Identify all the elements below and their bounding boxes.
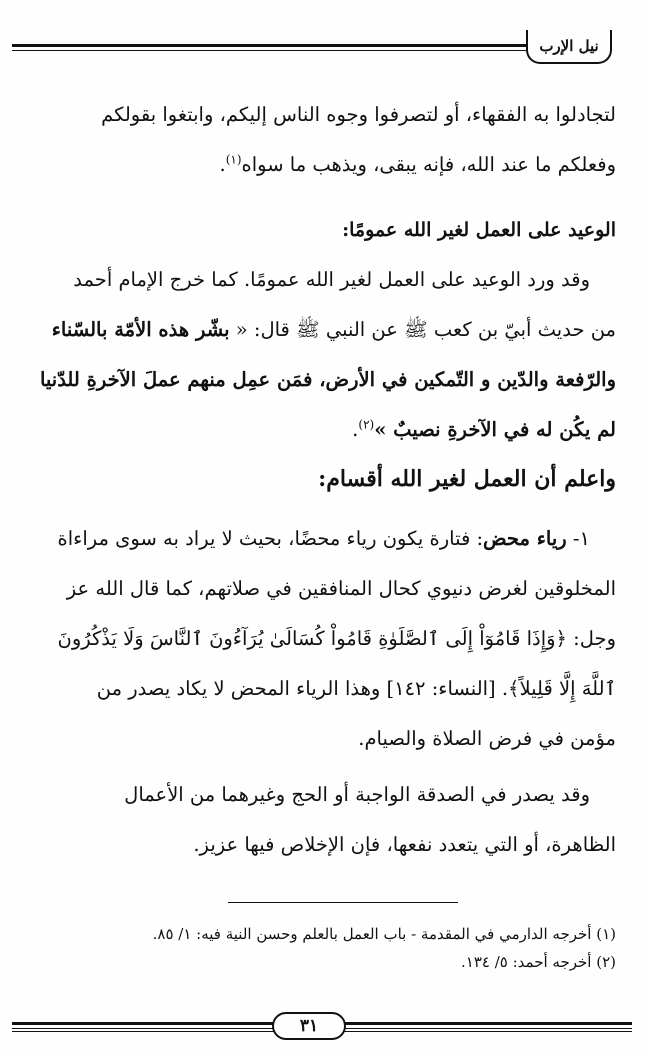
main-text-5 [28,770,616,870]
hadith-quote-start: بشّر هذه الأمّة بالسّناء [51,318,230,341]
footnote-separator [228,902,458,903]
paragraph-3-line-5: مؤمن في فرض الصلاة والصيام. [358,727,616,750]
main-text [28,90,616,190]
header-rule-thin [12,50,526,51]
footnote-ref-2[interactable]: (٢) [358,417,375,432]
paragraph-1-line-1: لتجادلوا به الفقهاء، أو لتصرفوا وجوه الناس إليكم، وابتغوا بقولكم [101,103,616,126]
running-title-text: نيل الإرب [539,37,599,55]
paragraph-2-line-4 [28,405,616,455]
main-text-4 [28,514,616,764]
paragraph-3-line-1 [28,514,616,564]
paragraph-3-line-4: ٱللَّهَ إِلَّا قَلِيلاً﴾. [النساء: ١٤٢] وهذا الرياء المحض لا يكاد يصدر من [96,677,616,700]
main-text-2 [28,205,616,455]
paragraph-2-line-1: وقد ورد الوعيد على العمل لغير الله عمومًا. كما خرج الإمام أحمد [73,268,590,291]
page-number [272,1012,346,1040]
paragraph-3-text: : فتارة يكون رياء محضًا، بحيث لا يراد به سوى مراءاة [57,527,484,550]
paragraph-3-line-2: المخلوقين لغرض دنيوي كحال المنافقين في صلاتهم، كما قال الله عز [66,577,616,600]
footnote-1: (١) أخرجه الدارمي في المقدمة - باب العمل بالعلم وحسن النية فيه: ١/ ٨٥. [152,925,616,943]
paragraph-4-line-1: وقد يصدر في الصدقة الواجبة أو الحج وغيرهما من الأعمال [124,783,590,806]
header-rule [12,44,526,47]
term-riya-mahd: رياء محض [483,527,567,550]
paragraph-3-line-3: وجل: ﴿وَإِذَا قَامُوٓاْ إِلَى ٱلصَّلَوٰةِ قَامُواْ كُسَالَىٰ يُرَآءُونَ ٱلنَّاسَ وَلَا يَذْكُرُونَ [57,627,616,650]
paragraph-2-line-3: والرّفعة والدّين و التّمكين في الأرض، فمَن عمِل منهم عملَ الآخرةِ للدّنيا [39,368,616,391]
footnotes [28,920,616,976]
footnote-ref-1[interactable]: (١) [225,152,242,167]
page-header [12,30,612,66]
paragraph-1-text: وفعلكم ما عند الله، فإنه يبقى، ويذهب ما سواه [241,153,616,176]
paragraph-2-line-2 [28,305,616,355]
running-title [526,30,612,64]
paragraph-1-end: . [219,153,226,176]
paragraph-1-line-2 [28,140,616,190]
list-number: ١- [566,527,590,550]
main-text-3 [28,454,616,504]
hadith-quote-end: لم يكُن له في الآخرةِ نصيبٌ » [374,418,616,441]
page-number-text: ٣١ [299,1016,319,1036]
section-heading-1: الوعيد على العمل لغير الله عمومًا: [342,219,616,241]
paragraph-4-line-2: الظاهرة، أو التي يتعدد نفعها، فإن الإخلاص فيها عزيز. [193,833,616,856]
section-heading-2: واعلم أن العمل لغير الله أقسام: [318,466,616,492]
paragraph-2-text: من حديث أبيّ بن كعب ﷺ عن النبي ﷺ قال: « [229,318,616,341]
page-footer [12,1012,632,1042]
paragraph-2-end: . [352,418,359,441]
footnote-2: (٢) أخرجه أحمد: ٥/ ١٣٤. [461,953,616,971]
